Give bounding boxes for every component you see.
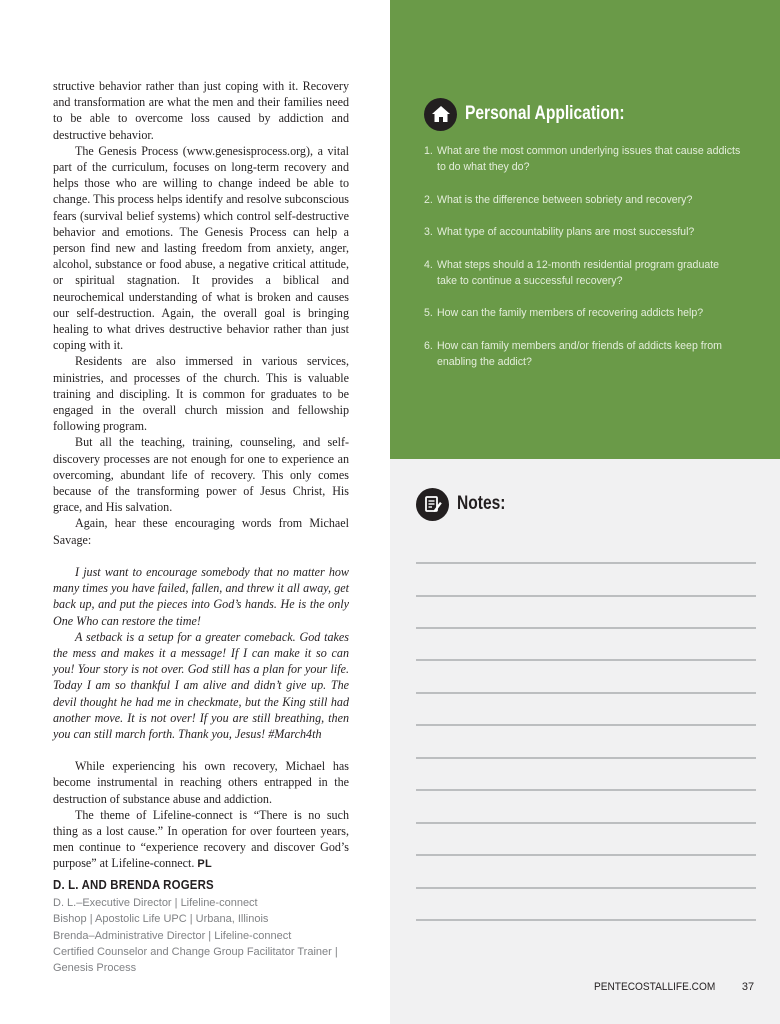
question-item bbox=[424, 257, 742, 290]
home-icon bbox=[424, 98, 457, 131]
notes-title: Notes: bbox=[457, 493, 506, 514]
author-name: D. L. AND BRENDA ROGERS bbox=[53, 877, 214, 892]
question-number: 1. bbox=[424, 145, 433, 157]
final-paragraph-text: The theme of Lifeline-connect is “There is no such thing as a lost cause.” In operation for over fourteen years, men continue to “experience recovery and discover God’s purpose” at Lifeline-connect. bbox=[53, 807, 349, 871]
article-paragraph: While experiencing his own recovery, Michael has become instrumental in reaching others entrapped in the destruction of substance abuse and addiction. bbox=[53, 759, 349, 806]
note-line bbox=[416, 562, 756, 564]
author-bio-line: Genesis Process bbox=[53, 962, 137, 975]
question-text: What are the most common underlying issues that cause addicts to do what they do? bbox=[437, 145, 741, 174]
page-number: 37 bbox=[741, 981, 755, 993]
note-line bbox=[416, 692, 756, 694]
author-bio-line: Certified Counselor and Change Group Facilitator Trainer | bbox=[53, 945, 338, 958]
question-number: 5. bbox=[424, 307, 433, 320]
note-line bbox=[416, 919, 756, 921]
article-body bbox=[53, 78, 349, 873]
end-mark: PL bbox=[197, 858, 213, 871]
note-line bbox=[416, 854, 756, 856]
notepad-pencil-icon bbox=[416, 488, 449, 521]
footer-site: PENTECOSTALLIFE.COM bbox=[594, 981, 716, 993]
author-bio-line: D. L.–Executive Director | Lifeline-connect bbox=[53, 897, 258, 909]
question-text: What steps should a 12-month residential program graduate take to continue a successful recovery? bbox=[437, 258, 720, 288]
note-line bbox=[416, 757, 756, 759]
question-item bbox=[424, 192, 742, 208]
question-text: What type of accountability plans are most successful? bbox=[437, 226, 695, 239]
question-item bbox=[424, 224, 742, 240]
question-text: How can family members and/or friends of addicts keep from enabling the addict? bbox=[437, 339, 722, 369]
note-line bbox=[416, 659, 756, 661]
question-number: 6. bbox=[424, 339, 433, 352]
article-paragraph: The Genesis Process (www.genesisprocess.org), a vital part of the curriculum, focuses on long-term recovery and helps those who are willing to change indeed be able to change. This process helps identify and resolve subconscious fears (survival belief systems) which control self-destructive behavior and emotions. The Genesis Process can help a person find new and lasting freedom from anxiety, anger, alcohol, substance or food abuse, a negative critical attitude, or spiritual stagnation. It provides a biblical and neurochemical understanding of what is broken and causes our self-destruction. Again, the overall goal is bringing healing to what drives destructive behavior rather than just coping with it. bbox=[53, 143, 350, 353]
note-line bbox=[416, 789, 756, 791]
question-text: How can the family members of recovering addicts help? bbox=[437, 307, 704, 320]
question-number: 2. bbox=[424, 193, 433, 206]
question-number: 4. bbox=[424, 258, 433, 271]
question-text: What is the difference between sobriety and recovery? bbox=[437, 193, 693, 206]
question-item bbox=[424, 143, 742, 176]
note-line bbox=[416, 595, 756, 597]
quote-paragraph: A setback is a setup for a greater comeback. God takes the mess and makes it a message! If I can make it so can you! Your story is not over. God still has a plan for your life. Today I am so thankful I am alive and didn’t give up. The devil thought he had me in checkmate, but the King still had another move. It is not over! If you are still breathing, then you can still march forth. Thank you, Jesus! #March4th bbox=[53, 629, 349, 741]
author-bio bbox=[53, 877, 353, 976]
article-paragraph: But all the teaching, training, counseling, and self-discovery processes are not enough for one to experience an overcoming, abundant life of recovery. This only comes because of the transforming power of Jesus Christ, His grace, and His salvation. bbox=[53, 435, 349, 515]
article-paragraph-final bbox=[53, 807, 349, 873]
question-list bbox=[424, 143, 742, 387]
article-paragraph: Residents are also immersed in various services, ministries, and processes of the church. This is valuable training and discipling. It is common for graduates to be engaged in the overall church mission and fellowship following program. bbox=[53, 354, 349, 434]
notes-header bbox=[416, 487, 516, 521]
page-footer bbox=[594, 981, 754, 993]
question-number: 3. bbox=[424, 226, 433, 239]
article-paragraph: Again, hear these encouraging words from Michael Savage: bbox=[53, 516, 349, 547]
article-paragraph: structive behavior rather than just coping with it. Recovery and transformation are what the men and their families need to be able to overcome loss caused by addiction and destructive behavior. bbox=[53, 79, 349, 142]
question-item bbox=[424, 338, 742, 371]
author-bio-line: Bishop | Apostolic Life UPC | Urbana, Illinois bbox=[53, 913, 269, 926]
note-line bbox=[416, 822, 756, 824]
personal-application-header bbox=[424, 97, 660, 131]
question-item bbox=[424, 305, 742, 321]
block-quote bbox=[53, 564, 349, 742]
personal-application-title: Personal Application: bbox=[465, 103, 625, 124]
note-line bbox=[416, 724, 756, 726]
author-bio-line: Brenda–Administrative Director | Lifeline-connect bbox=[53, 929, 292, 942]
note-line bbox=[416, 627, 756, 629]
quote-paragraph: I just want to encourage somebody that no matter how many times you have failed, fallen, and threw it all away, get back up, and put the pieces into God’s hands. He is the only One Who can restore the time! bbox=[53, 564, 349, 628]
note-line bbox=[416, 887, 756, 889]
